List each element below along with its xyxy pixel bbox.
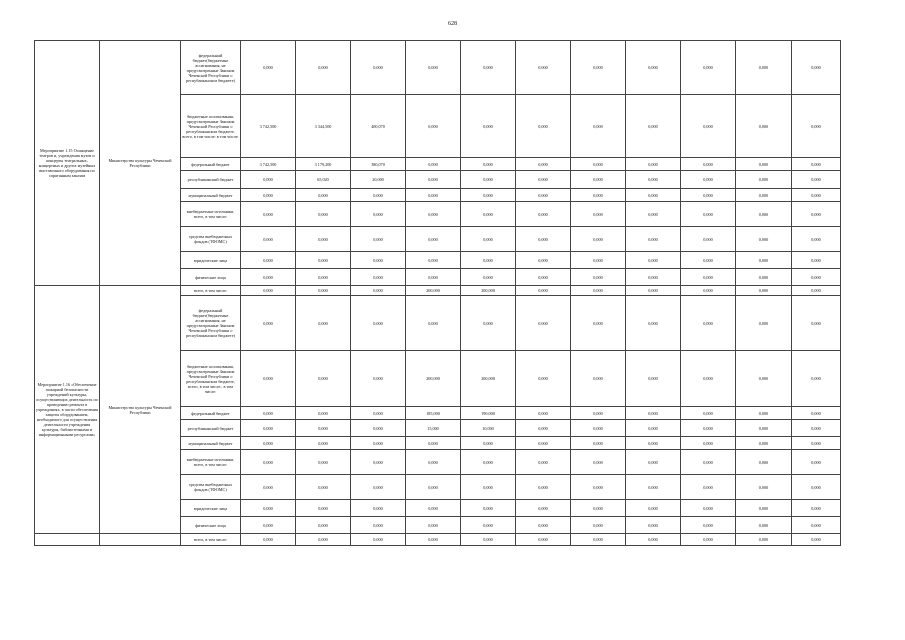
value-cell: 0,000 <box>571 189 626 202</box>
value-cell: 0,000 <box>296 500 351 517</box>
value-cell: 0,000 <box>406 437 461 450</box>
executor-cell <box>100 534 181 546</box>
value-cell: 0,000 <box>351 351 406 407</box>
value-cell: 0,000 <box>351 286 406 296</box>
funding-source-cell: физические лица <box>181 269 241 286</box>
value-cell: 0,000 <box>406 475 461 500</box>
value-cell: 0,000 <box>461 437 516 450</box>
value-cell: 0,000 <box>241 171 296 189</box>
value-cell: 185,000 <box>406 407 461 420</box>
value-cell: 0,000 <box>571 202 626 227</box>
value-cell: 0,000 <box>736 227 792 252</box>
value-cell: 0,000 <box>736 158 792 171</box>
value-cell: 65,020 <box>296 171 351 189</box>
value-cell: 380,070 <box>351 158 406 171</box>
value-cell: 0,000 <box>351 202 406 227</box>
value-cell: 0,000 <box>406 296 461 351</box>
value-cell: 200,000 <box>406 351 461 407</box>
value-cell: 0,000 <box>516 351 571 407</box>
value-cell: 0,000 <box>736 437 792 450</box>
value-cell: 0,000 <box>626 269 681 286</box>
value-cell: 0,000 <box>516 252 571 269</box>
value-cell: 200,000 <box>461 286 516 296</box>
value-cell: 0,000 <box>351 475 406 500</box>
value-cell: 0,000 <box>626 286 681 296</box>
value-cell: 0,000 <box>351 420 406 437</box>
funding-source-cell: муниципальный бюджет <box>181 437 241 450</box>
value-cell: 0,000 <box>351 500 406 517</box>
funding-source-cell: юридические лица <box>181 500 241 517</box>
value-cell: 0,000 <box>792 296 841 351</box>
value-cell: 0,000 <box>571 437 626 450</box>
funding-source-cell: внебюджетные источники, всего, в том числе: <box>181 450 241 475</box>
funding-source-cell: республиканский бюджет <box>181 171 241 189</box>
value-cell: 0,000 <box>516 202 571 227</box>
value-cell: 0,000 <box>516 95 571 158</box>
value-cell: 0,000 <box>571 158 626 171</box>
value-cell: 0,000 <box>736 517 792 534</box>
value-cell: 0,000 <box>571 252 626 269</box>
value-cell: 0,000 <box>681 437 736 450</box>
value-cell: 0,000 <box>626 500 681 517</box>
value-cell: 0,000 <box>736 95 792 158</box>
value-cell: 0,000 <box>241 41 296 95</box>
funding-source-cell: физические лица <box>181 517 241 534</box>
value-cell: 0,000 <box>351 189 406 202</box>
value-cell: 0,000 <box>626 41 681 95</box>
value-cell: 0,000 <box>461 41 516 95</box>
value-cell: 0,000 <box>296 475 351 500</box>
measure-name-cell: Мероприятие 1.16 «Обеспечение пожарной безопасности учреждений культуры, осуществляющих деятельность по проведению ремонта в учреждениях, в части обеспечения защиты оборудованием, необходимого для осуществления деятельности учреждения культуры, библиотечными и информационными ресурсами» <box>35 286 100 534</box>
value-cell: 0,000 <box>626 252 681 269</box>
value-cell: 0,000 <box>736 171 792 189</box>
value-cell: 0,000 <box>516 475 571 500</box>
value-cell: 0,000 <box>571 41 626 95</box>
value-cell: 0,000 <box>571 500 626 517</box>
value-cell: 0,000 <box>681 41 736 95</box>
value-cell: 0,000 <box>406 534 461 546</box>
value-cell: 0,000 <box>406 500 461 517</box>
value-cell: 0,000 <box>681 475 736 500</box>
value-cell: 0,000 <box>241 437 296 450</box>
value-cell: 3 742,500 <box>241 158 296 171</box>
value-cell: 0,000 <box>241 189 296 202</box>
value-cell: 0,000 <box>516 269 571 286</box>
value-cell: 0,000 <box>296 517 351 534</box>
value-cell: 0,000 <box>792 475 841 500</box>
value-cell: 0,000 <box>626 450 681 475</box>
value-cell: 0,000 <box>241 517 296 534</box>
value-cell: 0,000 <box>571 475 626 500</box>
value-cell: 0,000 <box>681 351 736 407</box>
value-cell: 0,000 <box>241 286 296 296</box>
value-cell: 0,000 <box>571 407 626 420</box>
value-cell: 0,000 <box>406 158 461 171</box>
value-cell: 0,000 <box>351 269 406 286</box>
funding-source-cell: федеральный бюджет(бюджетные ассигнования, не предусмотренные Законом Чеченской Республики о республиканском бюджете) <box>181 41 241 95</box>
value-cell: 0,000 <box>681 227 736 252</box>
value-cell: 0,000 <box>626 420 681 437</box>
value-cell: 0,000 <box>571 171 626 189</box>
value-cell: 0,000 <box>792 158 841 171</box>
value-cell: 0,000 <box>571 95 626 158</box>
funding-source-cell: юридические лица <box>181 252 241 269</box>
value-cell: 200,000 <box>406 286 461 296</box>
value-cell: 0,000 <box>406 269 461 286</box>
value-cell: 0,000 <box>626 407 681 420</box>
value-cell: 0,000 <box>792 407 841 420</box>
value-cell: 0,000 <box>461 158 516 171</box>
value-cell: 0,000 <box>241 296 296 351</box>
value-cell: 0,000 <box>792 420 841 437</box>
value-cell: 0,000 <box>296 189 351 202</box>
value-cell: 10,000 <box>461 420 516 437</box>
value-cell: 0,000 <box>681 286 736 296</box>
value-cell: 0,000 <box>241 500 296 517</box>
value-cell: 0,000 <box>461 534 516 546</box>
value-cell: 0,000 <box>406 189 461 202</box>
value-cell: 0,000 <box>792 269 841 286</box>
value-cell: 0,000 <box>516 534 571 546</box>
executor-cell: Министерство культуры Чеченской Республики <box>100 286 181 534</box>
value-cell: 0,000 <box>736 351 792 407</box>
value-cell: 0,000 <box>736 500 792 517</box>
value-cell: 0,000 <box>296 296 351 351</box>
funding-source-cell: всего, в том числе: <box>181 286 241 296</box>
value-cell: 0,000 <box>296 41 351 95</box>
value-cell: 0,000 <box>351 517 406 534</box>
value-cell: 0,000 <box>516 227 571 252</box>
value-cell: 0,000 <box>571 450 626 475</box>
value-cell: 0,000 <box>461 189 516 202</box>
value-cell: 0,000 <box>351 450 406 475</box>
value-cell: 0,000 <box>296 286 351 296</box>
value-cell: 0,000 <box>571 517 626 534</box>
value-cell: 0,000 <box>296 420 351 437</box>
value-cell: 0,000 <box>296 202 351 227</box>
table-row <box>35 286 841 296</box>
funding-source-cell: средства внебюджетных фондов (ТФОМС) <box>181 227 241 252</box>
value-cell: 0,000 <box>736 296 792 351</box>
value-cell: 0,000 <box>626 534 681 546</box>
value-cell: 0,000 <box>351 41 406 95</box>
value-cell: 0,000 <box>461 269 516 286</box>
value-cell: 0,000 <box>406 517 461 534</box>
value-cell: 0,000 <box>792 534 841 546</box>
value-cell: 0,000 <box>571 420 626 437</box>
budget-table <box>34 40 841 546</box>
value-cell: 0,000 <box>406 202 461 227</box>
value-cell: 20,000 <box>351 171 406 189</box>
table-row <box>35 41 841 95</box>
value-cell: 0,000 <box>736 534 792 546</box>
value-cell: 0,000 <box>296 351 351 407</box>
value-cell: 0,000 <box>736 420 792 437</box>
funding-source-cell: бюджетные ассигнования, предусмотренные Законом Чеченской Республики о республиканском бюджете, всего, в том числе:, в том числе: <box>181 351 241 407</box>
value-cell: 0,000 <box>516 158 571 171</box>
value-cell: 0,000 <box>736 189 792 202</box>
value-cell: 0,000 <box>461 202 516 227</box>
value-cell: 0,000 <box>626 95 681 158</box>
value-cell: 0,000 <box>461 296 516 351</box>
value-cell: 0,000 <box>296 252 351 269</box>
value-cell: 0,000 <box>296 450 351 475</box>
value-cell: 0,000 <box>792 517 841 534</box>
value-cell: 0,000 <box>241 420 296 437</box>
value-cell: 0,000 <box>296 407 351 420</box>
funding-source-cell: бюджетные ассигнования, предусмотренные Законом Чеченской Республики о республиканском бюджете, всего, в том числе: в том числе: <box>181 95 241 158</box>
value-cell: 0,000 <box>792 202 841 227</box>
value-cell: 0,000 <box>792 450 841 475</box>
funding-source-cell: федеральный бюджет <box>181 407 241 420</box>
value-cell: 0,000 <box>461 475 516 500</box>
value-cell: 0,000 <box>792 41 841 95</box>
value-cell: 0,000 <box>736 450 792 475</box>
value-cell: 0,000 <box>681 202 736 227</box>
value-cell: 0,000 <box>516 286 571 296</box>
value-cell: 0,000 <box>241 269 296 286</box>
value-cell: 0,000 <box>792 171 841 189</box>
value-cell: 0,000 <box>461 450 516 475</box>
value-cell: 0,000 <box>736 252 792 269</box>
value-cell: 0,000 <box>516 500 571 517</box>
value-cell: 0,000 <box>296 269 351 286</box>
value-cell: 0,000 <box>681 450 736 475</box>
value-cell: 0,000 <box>241 407 296 420</box>
value-cell: 0,000 <box>681 252 736 269</box>
funding-source-cell: федеральный бюджет <box>181 158 241 171</box>
value-cell: 0,000 <box>626 227 681 252</box>
value-cell: 0,000 <box>351 252 406 269</box>
value-cell: 0,000 <box>461 252 516 269</box>
measure-name-cell: Мероприятие 1.15 Оснащение театров и, учреждения музеи и концерты театральных, концертных и других музейных выставочного оборудования по спрятанным заказам <box>35 41 100 286</box>
funding-source-cell: внебюджетные источники, всего, в том числе: <box>181 202 241 227</box>
value-cell: 0,000 <box>626 517 681 534</box>
value-cell: 0,000 <box>626 437 681 450</box>
value-cell: 0,000 <box>792 500 841 517</box>
value-cell: 0,000 <box>626 158 681 171</box>
value-cell: 3 742,500 <box>241 95 296 158</box>
value-cell: 0,000 <box>626 202 681 227</box>
value-cell: 0,000 <box>296 437 351 450</box>
value-cell: 0,000 <box>351 296 406 351</box>
value-cell: 0,000 <box>406 252 461 269</box>
value-cell: 0,000 <box>626 296 681 351</box>
value-cell: 200,000 <box>461 351 516 407</box>
value-cell: 0,000 <box>406 171 461 189</box>
value-cell: 0,000 <box>792 286 841 296</box>
value-cell: 0,000 <box>351 227 406 252</box>
value-cell: 0,000 <box>736 269 792 286</box>
value-cell: 0,000 <box>681 420 736 437</box>
value-cell: 0,000 <box>626 189 681 202</box>
value-cell: 0,000 <box>792 252 841 269</box>
value-cell: 0,000 <box>241 252 296 269</box>
value-cell: 0,000 <box>681 517 736 534</box>
value-cell: 0,000 <box>681 189 736 202</box>
funding-source-cell: муниципальный бюджет <box>181 189 241 202</box>
value-cell: 0,000 <box>241 227 296 252</box>
value-cell: 0,000 <box>571 227 626 252</box>
value-cell: 0,000 <box>406 95 461 158</box>
value-cell: 0,000 <box>351 437 406 450</box>
value-cell: 0,000 <box>571 534 626 546</box>
value-cell: 0,000 <box>461 500 516 517</box>
value-cell: 0,000 <box>241 475 296 500</box>
value-cell: 0,000 <box>571 296 626 351</box>
value-cell: 0,000 <box>516 41 571 95</box>
funding-source-cell: республиканский бюджет <box>181 420 241 437</box>
value-cell: 0,000 <box>736 475 792 500</box>
value-cell: 0,000 <box>516 437 571 450</box>
value-cell: 0,000 <box>516 171 571 189</box>
value-cell: 0,000 <box>516 420 571 437</box>
value-cell: 0,000 <box>626 171 681 189</box>
page-number: 628 <box>448 21 457 27</box>
table-row <box>35 534 841 546</box>
value-cell: 0,000 <box>406 41 461 95</box>
value-cell: 0,000 <box>516 189 571 202</box>
value-cell: 0,000 <box>681 534 736 546</box>
value-cell: 0,000 <box>296 534 351 546</box>
executor-cell: Министерство культуры Чеченской Республики <box>100 41 181 286</box>
value-cell: 0,000 <box>516 407 571 420</box>
value-cell: 0,000 <box>461 95 516 158</box>
value-cell: 0,000 <box>406 450 461 475</box>
value-cell: 400,070 <box>351 95 406 158</box>
value-cell: 0,000 <box>351 407 406 420</box>
value-cell: 3 179,200 <box>296 158 351 171</box>
value-cell: 0,000 <box>681 95 736 158</box>
value-cell: 0,000 <box>681 158 736 171</box>
value-cell: 0,000 <box>792 189 841 202</box>
value-cell: 0,000 <box>681 500 736 517</box>
value-cell: 190,000 <box>461 407 516 420</box>
value-cell: 3 344,500 <box>296 95 351 158</box>
value-cell: 0,000 <box>736 407 792 420</box>
value-cell: 0,000 <box>626 475 681 500</box>
value-cell: 0,000 <box>241 534 296 546</box>
value-cell: 0,000 <box>461 517 516 534</box>
value-cell: 0,000 <box>351 534 406 546</box>
measure-name-cell <box>35 534 100 546</box>
value-cell: 0,000 <box>571 269 626 286</box>
value-cell: 0,000 <box>681 296 736 351</box>
funding-source-cell: федеральный бюджет(бюджетные ассигнования, не предусмотренные Законом Чеченской Республики о республиканском бюджете) <box>181 296 241 351</box>
value-cell: 0,000 <box>736 41 792 95</box>
value-cell: 0,000 <box>461 227 516 252</box>
value-cell: 0,000 <box>296 227 351 252</box>
value-cell: 0,000 <box>516 296 571 351</box>
value-cell: 15,000 <box>406 420 461 437</box>
value-cell: 0,000 <box>681 269 736 286</box>
value-cell: 0,000 <box>516 450 571 475</box>
value-cell: 0,000 <box>241 351 296 407</box>
value-cell: 0,000 <box>681 171 736 189</box>
value-cell: 0,000 <box>792 95 841 158</box>
value-cell: 0,000 <box>516 517 571 534</box>
value-cell: 0,000 <box>681 407 736 420</box>
value-cell: 0,000 <box>626 351 681 407</box>
funding-source-cell: средства внебюджетных фондов (ТФОМС) <box>181 475 241 500</box>
value-cell: 0,000 <box>241 450 296 475</box>
value-cell: 0,000 <box>461 171 516 189</box>
value-cell: 0,000 <box>792 351 841 407</box>
value-cell: 0,000 <box>792 437 841 450</box>
funding-source-cell: всего, в том числе: <box>181 534 241 546</box>
value-cell: 0,000 <box>571 351 626 407</box>
value-cell: 0,000 <box>736 202 792 227</box>
value-cell: 0,000 <box>241 202 296 227</box>
value-cell: 0,000 <box>792 227 841 252</box>
value-cell: 0,000 <box>736 286 792 296</box>
value-cell: 0,000 <box>571 286 626 296</box>
value-cell: 0,000 <box>406 227 461 252</box>
